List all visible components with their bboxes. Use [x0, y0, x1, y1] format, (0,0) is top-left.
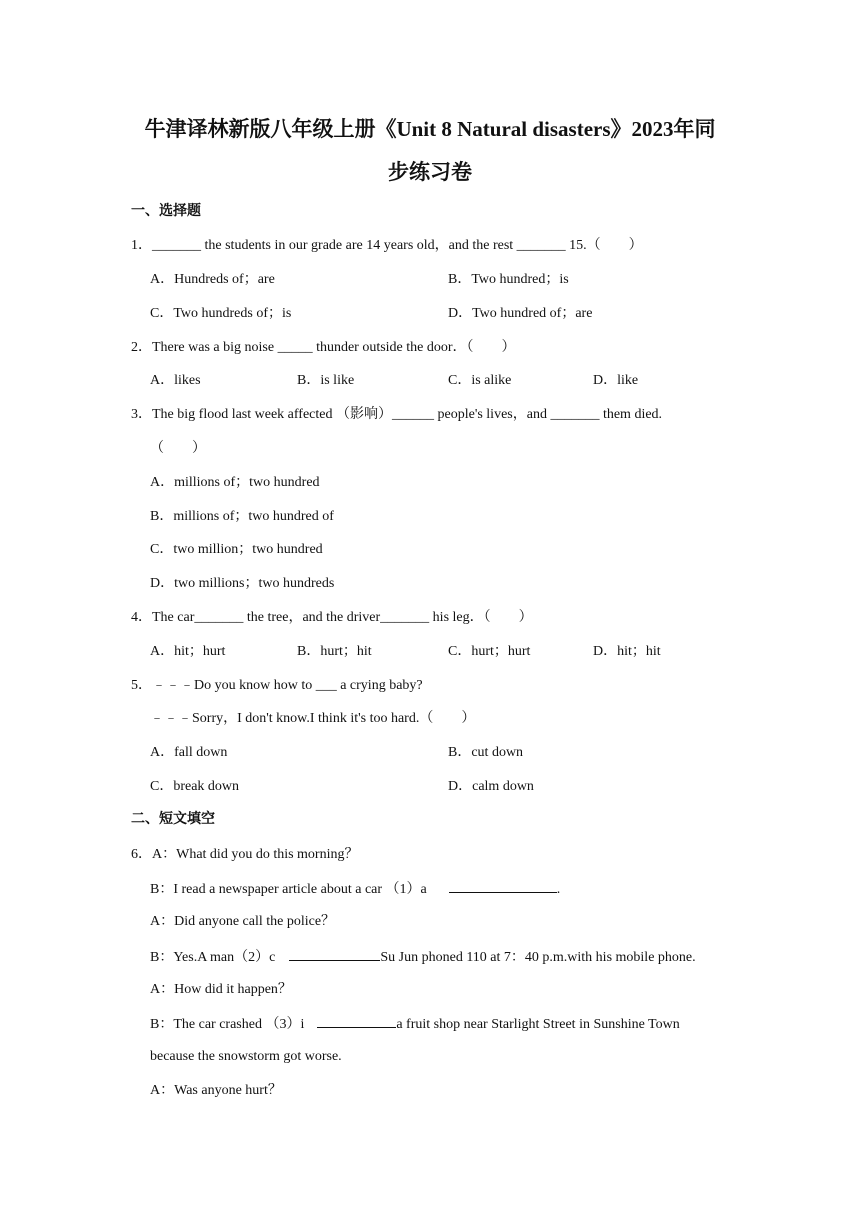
section-heading-choice: 一、选择题 [131, 204, 201, 219]
passage-line-5-text: B：The car crashed （3）i [150, 1017, 305, 1032]
page-title-line-2: 步练习卷 [388, 160, 472, 184]
question-1-stem: 1．_______ the students in our grade are 14 years old，and the rest _______ 15.（ ） [131, 238, 643, 253]
q2-option-a: A．likes [150, 373, 201, 388]
q4-option-a: A．hit；hurt [150, 644, 226, 659]
q4-option-b: B．hurt；hit [297, 644, 372, 659]
passage-line-7: A：Was anyone hurt？ [150, 1083, 282, 1098]
page-title-line-1: 牛津译林新版八年级上册《Unit 8 Natural disasters》2023年同 [144, 117, 716, 141]
passage-line-1-end: . [556, 882, 561, 897]
question-3-stem: 3．The big flood last week affected （影响）______ people's lives，and _______ them died. [131, 407, 663, 422]
passage-line-4: A：How did it happen？ [150, 982, 292, 997]
q4-option-d: D．hit；hit [593, 644, 661, 659]
q5-option-b: B．cut down [448, 745, 524, 760]
q1-option-c: C．Two hundreds of；is [150, 306, 292, 321]
q3-option-d: D．two millions；two hundreds [150, 576, 335, 591]
passage-line-5 [150, 1013, 680, 1035]
passage-line-3 [150, 946, 696, 968]
q1-option-b: B．Two hundred；is [448, 272, 569, 287]
q3-option-c: C．two million；two hundred [150, 542, 323, 557]
question-4-stem: 4．The car_______ the tree，and the driver_______ his leg．（ ） [131, 610, 533, 625]
question-3-stem-cont: （ ） [150, 441, 206, 456]
passage-line-1-text: B：I read a newspaper article about a car （1）a [150, 882, 427, 897]
blank-2[interactable] [289, 946, 380, 961]
question-2-stem: 2．There was a big noise _____ thunder outside the door．（ ） [131, 340, 516, 355]
q2-option-c: C．is alike [448, 373, 512, 388]
question-5-stem-cont: ﹣﹣﹣Sorry，I don't know.I think it's too hard.（ ） [150, 711, 476, 726]
q1-option-a: A．Hundreds of；are [150, 272, 275, 287]
section-heading-passage: 二、短文填空 [131, 812, 215, 827]
question-5-stem: 5．﹣﹣﹣Do you know how to ___ a crying baby? [131, 678, 423, 693]
passage-line-3-end: Su Jun phoned 110 at 7：40 p.m.with his mobile phone. [380, 950, 696, 965]
q5-option-a: A．fall down [150, 745, 228, 760]
q3-option-b: B．millions of；two hundred of [150, 509, 334, 524]
passage-line-2: A：Did anyone call the police？ [150, 914, 336, 929]
q1-option-d: D．Two hundred of；are [448, 306, 593, 321]
passage-line-3-text: B：Yes.A man（2）c [150, 950, 276, 965]
passage-intro: 6．A：What did you do this morning？ [131, 847, 359, 862]
q5-option-d: D．calm down [448, 779, 534, 794]
q2-option-d: D．like [593, 373, 639, 388]
q3-option-a: A．millions of；two hundred [150, 475, 320, 490]
blank-1[interactable] [449, 878, 557, 893]
passage-line-1 [150, 878, 560, 900]
q2-option-b: B．is like [297, 373, 355, 388]
passage-line-5-end: a fruit shop near Starlight Street in Sunshine Town [396, 1017, 680, 1032]
q4-option-c: C．hurt；hurt [448, 644, 531, 659]
blank-3[interactable] [317, 1013, 396, 1028]
q5-option-c: C．break down [150, 779, 240, 794]
passage-line-6: because the snowstorm got worse. [150, 1049, 342, 1064]
